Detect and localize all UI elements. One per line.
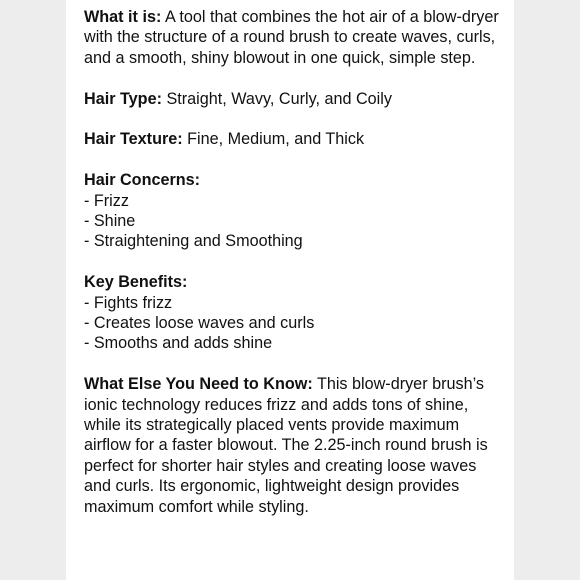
hair-type-label: Hair Type:: [84, 89, 162, 108]
hair-type-paragraph: [84, 89, 504, 109]
what-it-is-text: A tool that combines the hot air of a blow-dryer with the structure of a round brush to create waves, curls, and a smooth, shiny blowout in one quick, simple step.: [84, 8, 499, 67]
hair-concern-item: - Frizz: [84, 191, 129, 210]
what-else-label: What Else You Need to Know:: [84, 375, 313, 394]
hair-type-section: [84, 89, 504, 109]
hair-type-text: Straight, Wavy, Curly, and Coily: [161, 89, 392, 108]
hair-texture-text: Fine, Medium, and Thick: [182, 130, 365, 149]
key-benefit-item: - Fights frizz: [84, 293, 173, 312]
what-it-is-label: What it is:: [84, 8, 162, 26]
key-benefit-item: - Creates loose waves and curls: [84, 314, 315, 333]
what-else-paragraph: [84, 374, 504, 517]
hair-concern-item: - Straightening and Smoothing: [84, 232, 303, 251]
hair-texture-section: [84, 129, 504, 149]
what-else-text: This blow-dryer brush’s ionic technology reduces frizz and adds tons of shine, while its strategically placed vents provide maximum airflow for a faster blowout. The 2.25-inch round brush is perfect for shorter hair styles and creating loose waves and curls. Its ergonomic, lightweight design provides maximum comfort while styling.: [84, 375, 488, 516]
what-else-section: [84, 374, 504, 517]
hair-texture-label: Hair Texture:: [84, 130, 183, 149]
hair-concerns-label: Hair Concerns:: [84, 171, 201, 190]
hair-concerns-section: [84, 170, 504, 252]
key-benefit-item: - Smooths and adds shine: [84, 334, 273, 353]
key-benefits-label: Key Benefits:: [84, 273, 188, 292]
what-it-is-paragraph: [84, 7, 504, 68]
hair-texture-paragraph: [84, 129, 504, 149]
hair-concern-item: - Shine: [84, 212, 136, 231]
what-it-is-section: [84, 7, 504, 68]
product-description: [84, 7, 504, 537]
key-benefits-section: [84, 272, 504, 354]
